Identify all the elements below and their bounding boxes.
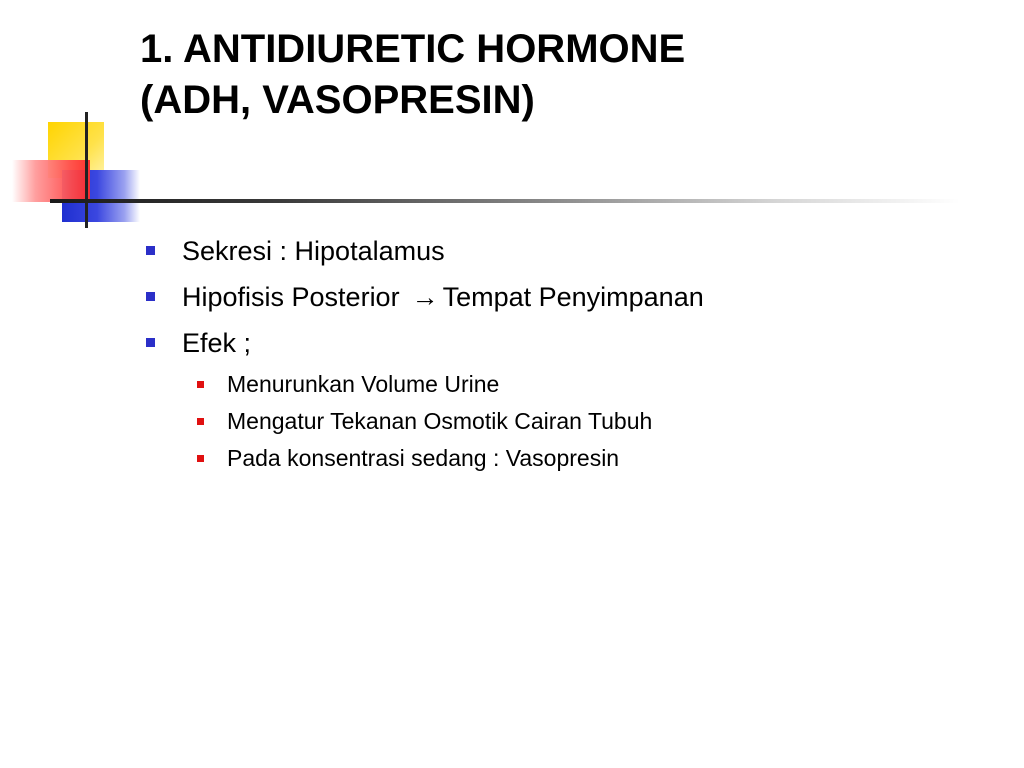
bullet-text: Hipofisis Posterior (182, 282, 400, 312)
square-bullet-icon (197, 418, 204, 425)
square-bullet-icon (197, 455, 204, 462)
slide-title (140, 24, 1000, 126)
right-arrow-icon: → (411, 282, 439, 312)
bullet-text: Efek ; (182, 328, 252, 358)
title-divider (50, 199, 960, 203)
square-bullet-icon (146, 338, 155, 347)
sub-bullet-text: Mengatur Tekanan Osmotik Cairan Tubuh (227, 408, 653, 434)
bullet-item (140, 320, 1000, 366)
sub-bullet-item (140, 403, 1000, 440)
sub-bullet-text: Menurunkan Volume Urine (227, 371, 500, 397)
bullet-list (140, 228, 1000, 477)
bullet-text: Sekresi : Hipotalamus (182, 236, 445, 266)
slide-title-line-1: 1. ANTIDIURETIC HORMONE (140, 27, 686, 71)
bullet-item (140, 228, 1000, 274)
slide-title-line-2: (ADH, VASOPRESIN) (140, 78, 535, 122)
sub-bullet-item (140, 440, 1000, 477)
bullet-text: Tempat Penyimpanan (442, 282, 704, 312)
square-bullet-icon (146, 246, 155, 255)
sub-bullet-text: Pada konsentrasi sedang : Vasopresin (227, 445, 620, 471)
sub-bullet-item (140, 366, 1000, 403)
logo-red-square (12, 160, 90, 202)
logo-vertical-line (85, 112, 88, 228)
square-bullet-icon (146, 292, 155, 301)
bullet-item (140, 274, 1000, 320)
square-bullet-icon (197, 381, 204, 388)
